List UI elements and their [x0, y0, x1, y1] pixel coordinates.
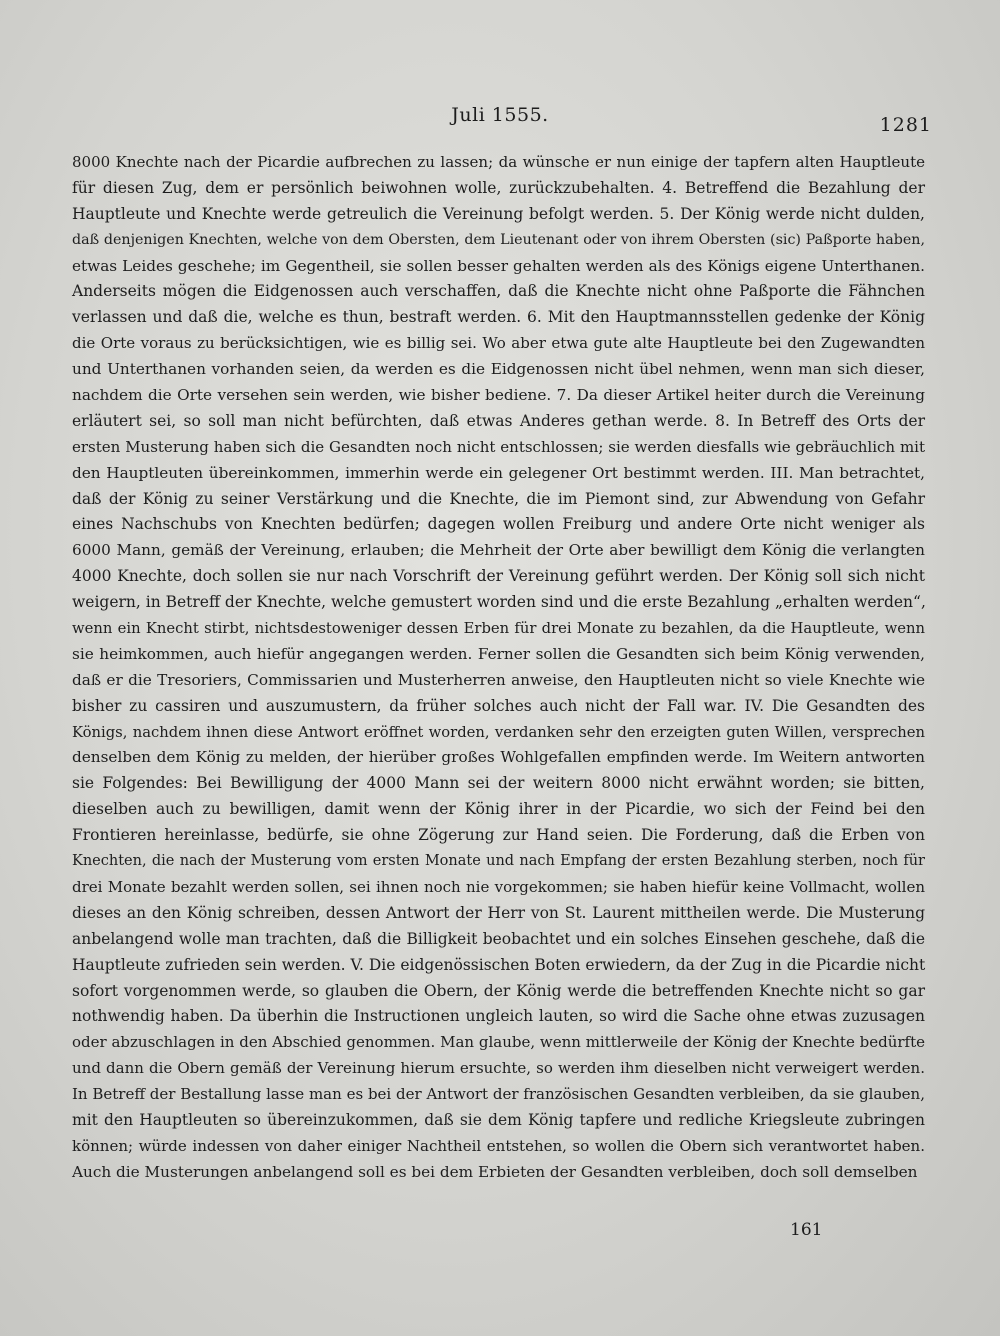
- text-line: Knechten, die nach der Musterung vom ersten Monate und nach Empfang der ersten Bezahlung sterben, noch für: [72, 853, 925, 870]
- text-line: Auch die Musterungen anbelangend soll es bei dem Erbieten der Gesandten verbleiben, doch soll demselben: [72, 1162, 918, 1181]
- text-line: die Orte voraus zu berücksichtigen, wie es billig sei. Wo aber etwa gute alte Hauptleute bei den Zugewandten: [72, 334, 925, 353]
- text-line: eines Nachschubs von Knechten bedürfen; dagegen wollen Freiburg und andere Orte nicht weniger als: [72, 515, 925, 534]
- text-line: Hauptleute zufrieden sein werden. V. Die eidgenössischen Boten erwiedern, da der Zug in die Picardie nicht: [72, 955, 926, 974]
- text-line: sie Folgendes: Bei Bewilligung der 4000 Mann sei der weitern 8000 nicht erwähnt worden; sie bitten,: [72, 774, 925, 793]
- text-line: Hauptleute und Knechte werde getreulich die Vereinung befolgt werden. 5. Der König werde nicht dulden,: [72, 204, 925, 223]
- text-line: Königs, nachdem ihnen diese Antwort eröffnet worden, verdanken sehr den erzeigten guten Willen, versprechen: [72, 723, 925, 741]
- running-header-date: Juli 1555.: [451, 104, 549, 126]
- text-line: 6000 Mann, gemäß der Vereinung, erlauben; die Mehrheit der Orte aber bewilligt dem König die verlangten: [72, 541, 925, 560]
- text-line: sie heimkommen, auch hiefür angegangen werden. Ferner sollen die Gesandten sich beim König verwenden,: [72, 644, 925, 663]
- text-line: und Unterthanen vorhanden seien, da werden es die Eidgenossen nicht übel nehmen, wenn man sich dieser,: [72, 360, 925, 379]
- text-line: daß denjenigen Knechten, welche von dem Obersten, dem Lieutenant oder von ihrem Obersten (sic) Paßporte haben,: [72, 231, 925, 248]
- text-line: erläutert sei, so soll man nicht befürchten, daß etwas Anderes gethan werde. 8. In Betreff des Orts der: [72, 411, 925, 430]
- text-line: dieselben auch zu bewilligen, damit wenn der König ihrer in der Picardie, wo sich der Feind bei den: [72, 800, 925, 819]
- text-line: 4000 Knechte, doch sollen sie nur nach Vorschrift der Vereinung geführt werden. Der König soll sich nicht: [72, 567, 925, 586]
- text-line: und dann die Obern gemäß der Vereinung hierum ersuchte, so werden ihm dieselben nicht verweigert werden.: [72, 1059, 925, 1078]
- printer-signature: 161: [790, 1220, 823, 1240]
- text-line: dieses an den König schreiben, dessen Antwort der Herr von St. Laurent mittheilen werde. Die Musterung: [72, 903, 925, 922]
- text-line: daß er die Tresoriers, Commissarien und Musterherren anweise, den Hauptleuten nicht so viele Knechte wie: [72, 670, 925, 689]
- body-text: [72, 150, 925, 1186]
- text-line: In Betreff der Bestallung lasse man es bei der Antwort der französischen Gesandten verbleiben, da sie glauben,: [72, 1085, 925, 1104]
- text-line: ersten Musterung haben sich die Gesandten noch nicht entschlossen; sie werden diesfalls wie gebräuchlich mit: [72, 437, 925, 456]
- text-line: nachdem die Orte versehen sein werden, wie bisher bediene. 7. Da dieser Artikel heiter durch die Vereinung: [72, 386, 925, 405]
- text-line: verlassen und daß die, welche es thun, bestraft werden. 6. Mit den Hauptmannsstellen gedenke der König: [72, 308, 925, 327]
- text-line: 8000 Knechte nach der Picardie aufbrechen zu lassen; da wünsche er nun einige der tapfern alten Hauptleute: [72, 153, 925, 171]
- text-line: Anderseits mögen die Eidgenossen auch verschaffen, daß die Knechte nicht ohne Paßporte die Fähnchen: [72, 282, 925, 301]
- text-line: wenn ein Knecht stirbt, nichtsdestoweniger dessen Erben für drei Monate zu bezahlen, da die Hauptleute, wenn: [72, 620, 925, 638]
- text-line: weigern, in Betreff der Knechte, welche gemustert worden sind und die erste Bezahlung „erhalten werden“,: [72, 593, 926, 612]
- text-line: Frontieren hereinlasse, bedürfe, sie ohne Zögerung zur Hand seien. Die Forderung, daß die Erben von: [72, 826, 925, 845]
- text-line: anbelangend wolle man trachten, daß die Billigkeit beobachtet und ein solches Einsehen geschehe, daß die: [72, 929, 925, 948]
- text-line: denselben dem König zu melden, der hierüber großes Wohlgefallen empfinden werde. Im Weitern antworten: [72, 748, 925, 767]
- text-line: mit den Hauptleuten so übereinzukommen, daß sie dem König tapfere und redliche Kriegsleute zubringen: [72, 1110, 925, 1129]
- text-line: bisher zu cassiren und auszumustern, da früher solches auch nicht der Fall war. IV. Die Gesandten des: [72, 696, 925, 715]
- text-line: können; würde indessen von daher einiger Nachtheil entstehen, so wollen die Obern sich verantwortet haben.: [72, 1136, 925, 1155]
- text-line: etwas Leides geschehe; im Gegentheil, sie sollen besser gehalten werden als des Königs eigene Unterthanen.: [72, 256, 925, 275]
- text-line: oder abzuschlagen in den Abschied genommen. Man glaube, wenn mittlerweile der König der Knechte bedürfte: [72, 1033, 925, 1052]
- text-line: drei Monate bezahlt werden sollen, sei ihnen noch nie vorgekommen; sie haben hiefür keine Vollmacht, wollen: [72, 877, 925, 896]
- text-line: nothwendig haben. Da überhin die Instructionen ungleich lauten, so wird die Sache ohne etwas zuzusagen: [72, 1007, 925, 1026]
- page-number: 1281: [879, 114, 932, 136]
- text-line: für diesen Zug, dem er persönlich beiwohnen wolle, zurückzubehalten. 4. Betreffend die Bezahlung der: [72, 178, 925, 197]
- text-line: daß der König zu seiner Verstärkung und die Knechte, die im Piemont sind, zur Abwendung von Gefahr: [72, 489, 925, 508]
- text-line: sofort vorgenommen werde, so glauben die Obern, der König werde die betreffenden Knechte nicht so gar: [72, 981, 925, 1000]
- text-line: den Hauptleuten übereinkommen, immerhin werde ein gelegener Ort bestimmt werden. III. Man betrachtet,: [72, 463, 925, 482]
